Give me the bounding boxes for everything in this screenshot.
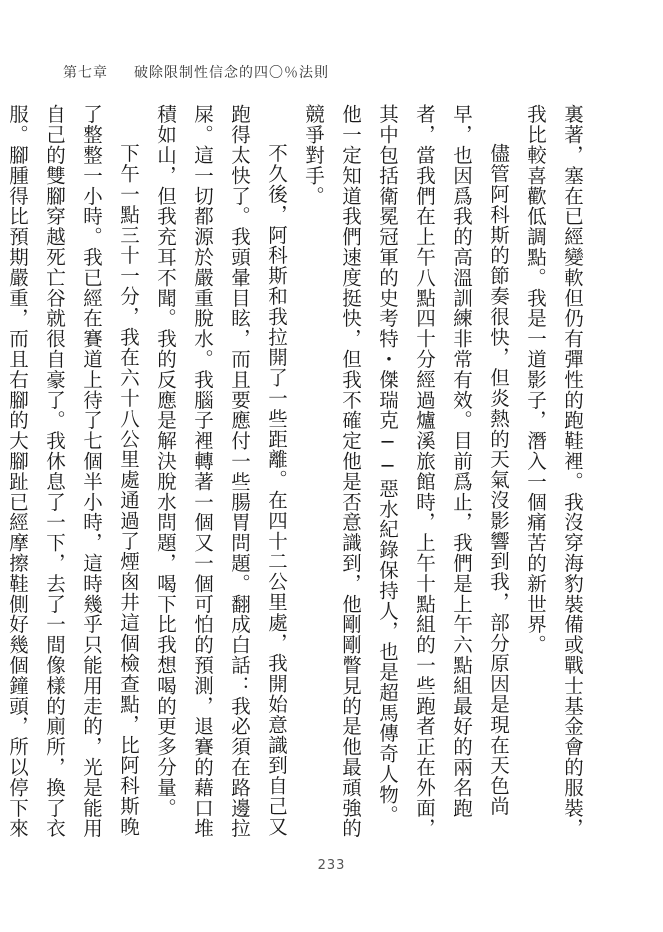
paragraph: 下午一點三十一分，我在六十八公里處通過了煙囪井這個檢查點，比阿科斯晚了整整一小時。我已經在賽道上待了七個半小時，這時幾乎只能用走的，光是能用自己的雙腳穿越死亡谷就很自豪了。我休息了一下，去了一間像樣的廁所，換了衣服。腳腫得比預期嚴重，而且右腳的大腳趾已經摩擦鞋側好幾個鐘頭，所以停下來 xyxy=(6,104,140,839)
paragraph: 儘管阿科斯的節奏很快，但炎熱的天氣沒影響到我，部分原因是現在天色尚早，也因爲我的高溫訓練非常有效。目前爲止，我們是上午六點組最好的兩名跑者，當我們在上午八點四十分經過爐溪旅館時，上午十點組的一些跑者正在外面，其中包括衛冕冠軍的史考特・傑瑞克──惡水紀錄保持人，也是超馬傳奇人物。他一定知道我們速度挺快，但我不確定他是否意識到，他剛剛瞥見的是他最頑強的競爭對手。 xyxy=(302,104,510,839)
paragraph: 不久後，阿科斯和我拉開了一些距離。在四十二公里處，我開始意識到自己又跑得太快了。我頭暈目眩，而且要應付一些腸胃問題。翻成白話：我必須在路邊拉屎。這一切都源於嚴重脫水。我腦子裡轉著一個又一個可怕的預測，退賽的藉口堆積如山，但我充耳不聞。我的反應是解決脫水問題，喝下比我想喝的更多分量。 xyxy=(154,104,288,839)
page-number: 233 xyxy=(317,858,346,873)
running-header xyxy=(63,62,329,82)
paragraph: 裏著，塞在已經變軟但仍有彈性的跑鞋裡。我沒穿海豹裝備或戰士基金會的服裝，我比較喜歡低調點。我是一道影子，潛入一個痛苦的新世界。 xyxy=(524,104,584,839)
chapter-title: 破除限制性信念的四〇％法則 xyxy=(134,65,329,81)
chapter-label: 第七章 xyxy=(63,65,108,81)
body-text xyxy=(0,104,591,844)
